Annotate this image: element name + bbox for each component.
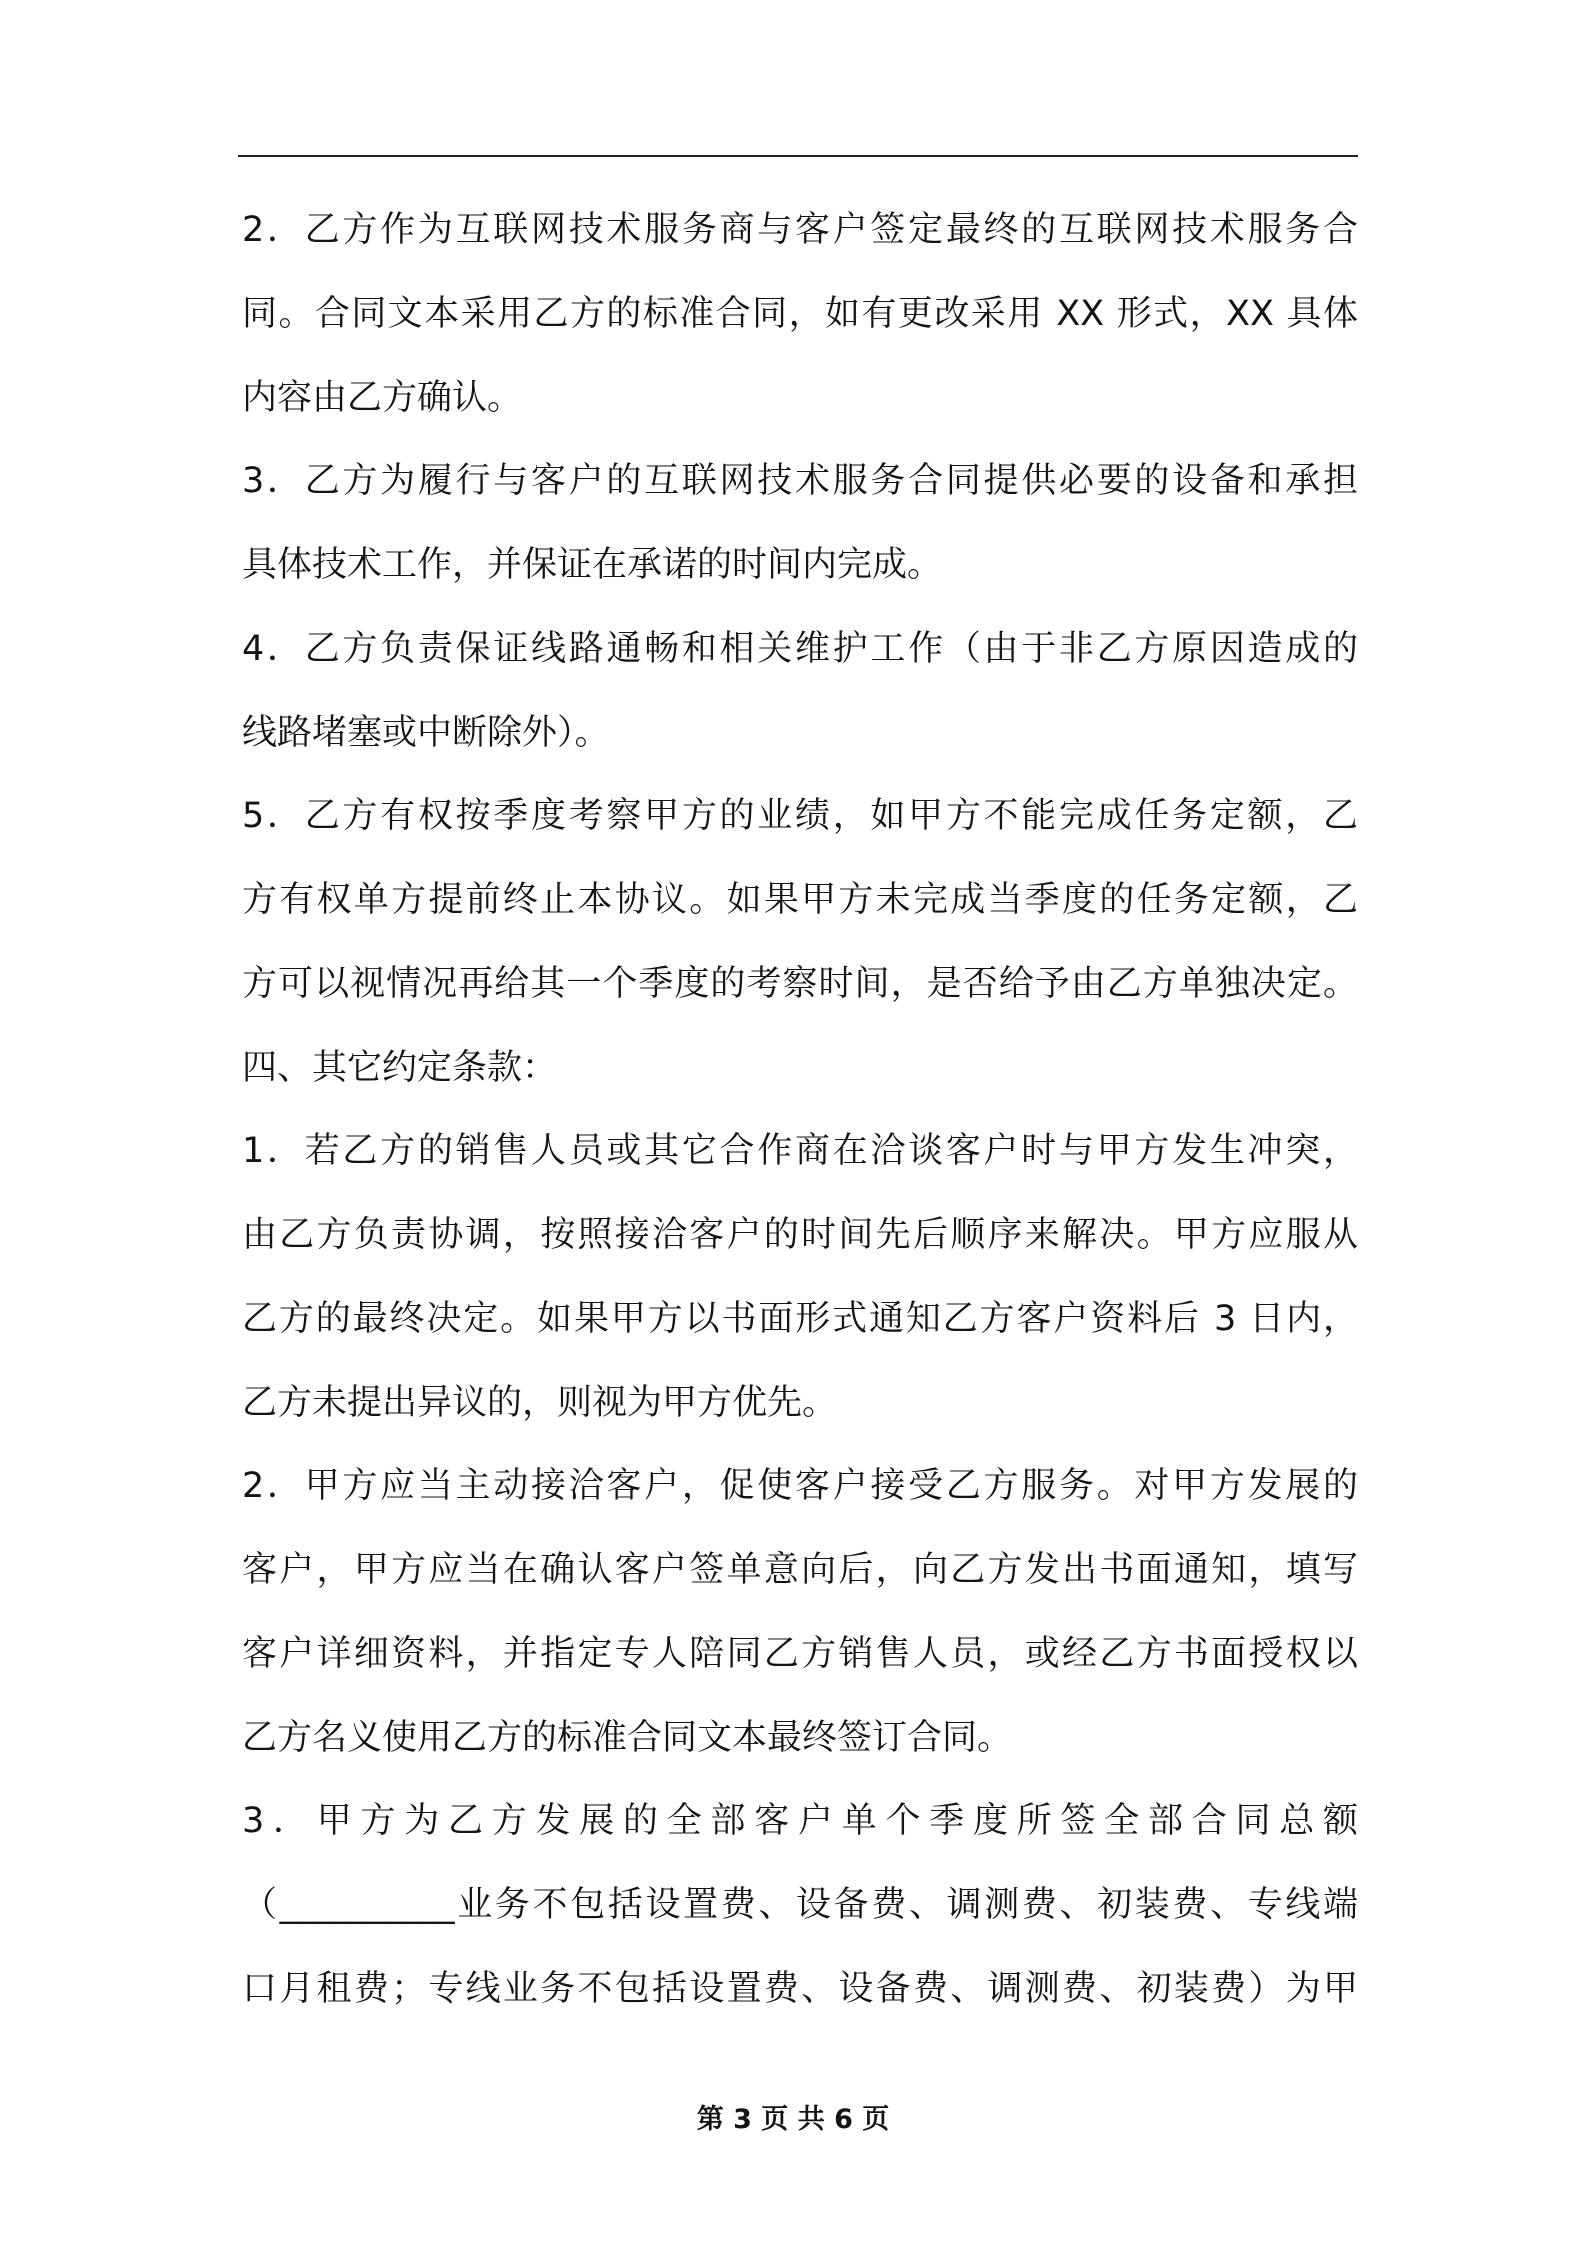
clause-3-3 <box>242 440 1358 608</box>
text-line: 4．乙方负责保证线路通畅和相关维护工作（由于非乙方原因造成的 <box>242 628 1358 669</box>
text-line: 由乙方负责协调，按照接洽客户的时间先后顺序来解决。甲方应服从 <box>242 1215 1358 1255</box>
header-rule <box>238 155 1358 157</box>
text-line: 客户详细资料，并指定专人陪同乙方销售人员，或经乙方书面授权以 <box>242 1633 1358 1674</box>
text-line: 乙方的最终决定。如果甲方以书面形式通知乙方客户资料后 3 日内， <box>242 1298 1358 1339</box>
text-line: 线路堵塞或中断除外）。 <box>242 712 610 753</box>
clause-3-5 <box>242 775 1358 1026</box>
document-body <box>242 189 1358 2032</box>
clause-4-3 <box>242 1780 1358 2031</box>
text-line: 口月租费；专线业务不包括设置费、设备费、调测费、初装费）为甲 <box>242 1968 1358 2009</box>
text-line: 客户，甲方应当在确认客户签单意向后，向乙方发出书面通知，填写 <box>242 1550 1358 1590</box>
text-line: 1．若乙方的销售人员或其它合作商在洽谈客户时与甲方发生冲突， <box>242 1131 1358 1172</box>
text-line: 方可以视情况再给其一个季度的考察时间，是否给予由乙方单独决定。 <box>242 963 1358 1004</box>
clause-4-2 <box>242 1445 1358 1780</box>
text-line: 3．乙方为履行与客户的互联网技术服务合同提供必要的设备和承担 <box>242 461 1358 502</box>
text-line: 5．乙方有权按季度考察甲方的业绩，如甲方不能完成任务定额，乙 <box>242 796 1358 837</box>
clause-3-4 <box>242 608 1358 776</box>
text-line: 内容由乙方确认。 <box>242 377 523 418</box>
text-line: 同。合同文本采用乙方的标准合同，如有更改采用 XX 形式，XX 具体 <box>242 293 1358 334</box>
text-line: （__________业务不包括设置费、设备费、调测费、初装费、专线端 <box>242 1885 1358 1925</box>
text-line: 方有权单方提前终止本协议。如果甲方未完成当季度的任务定额，乙 <box>242 880 1358 920</box>
text-line: 2．乙方作为互联网技术服务商与客户签定最终的互联网技术服务合 <box>242 210 1358 250</box>
section-title: 四、其它约定条款： <box>242 1047 558 1088</box>
text-line: 乙方名义使用乙方的标准合同文本最终签订合同。 <box>242 1717 1013 1758</box>
text-line: 2．甲方应当主动接洽客户，促使客户接受乙方服务。对甲方发展的 <box>242 1466 1358 1507</box>
text-line: 乙方未提出异议的，则视为甲方优先。 <box>242 1382 838 1423</box>
clause-3-2 <box>242 189 1358 440</box>
clause-4-1 <box>242 1110 1358 1445</box>
text-line: 3．甲方为乙方发展的全部客户单个季度所签全部合同总额 <box>242 1801 1358 1842</box>
section-heading <box>242 1027 1358 1111</box>
page-number-footer: 第 3 页 共 6 页 <box>696 2104 890 2135</box>
text-line: 具体技术工作，并保证在承诺的时间内完成。 <box>242 545 943 585</box>
